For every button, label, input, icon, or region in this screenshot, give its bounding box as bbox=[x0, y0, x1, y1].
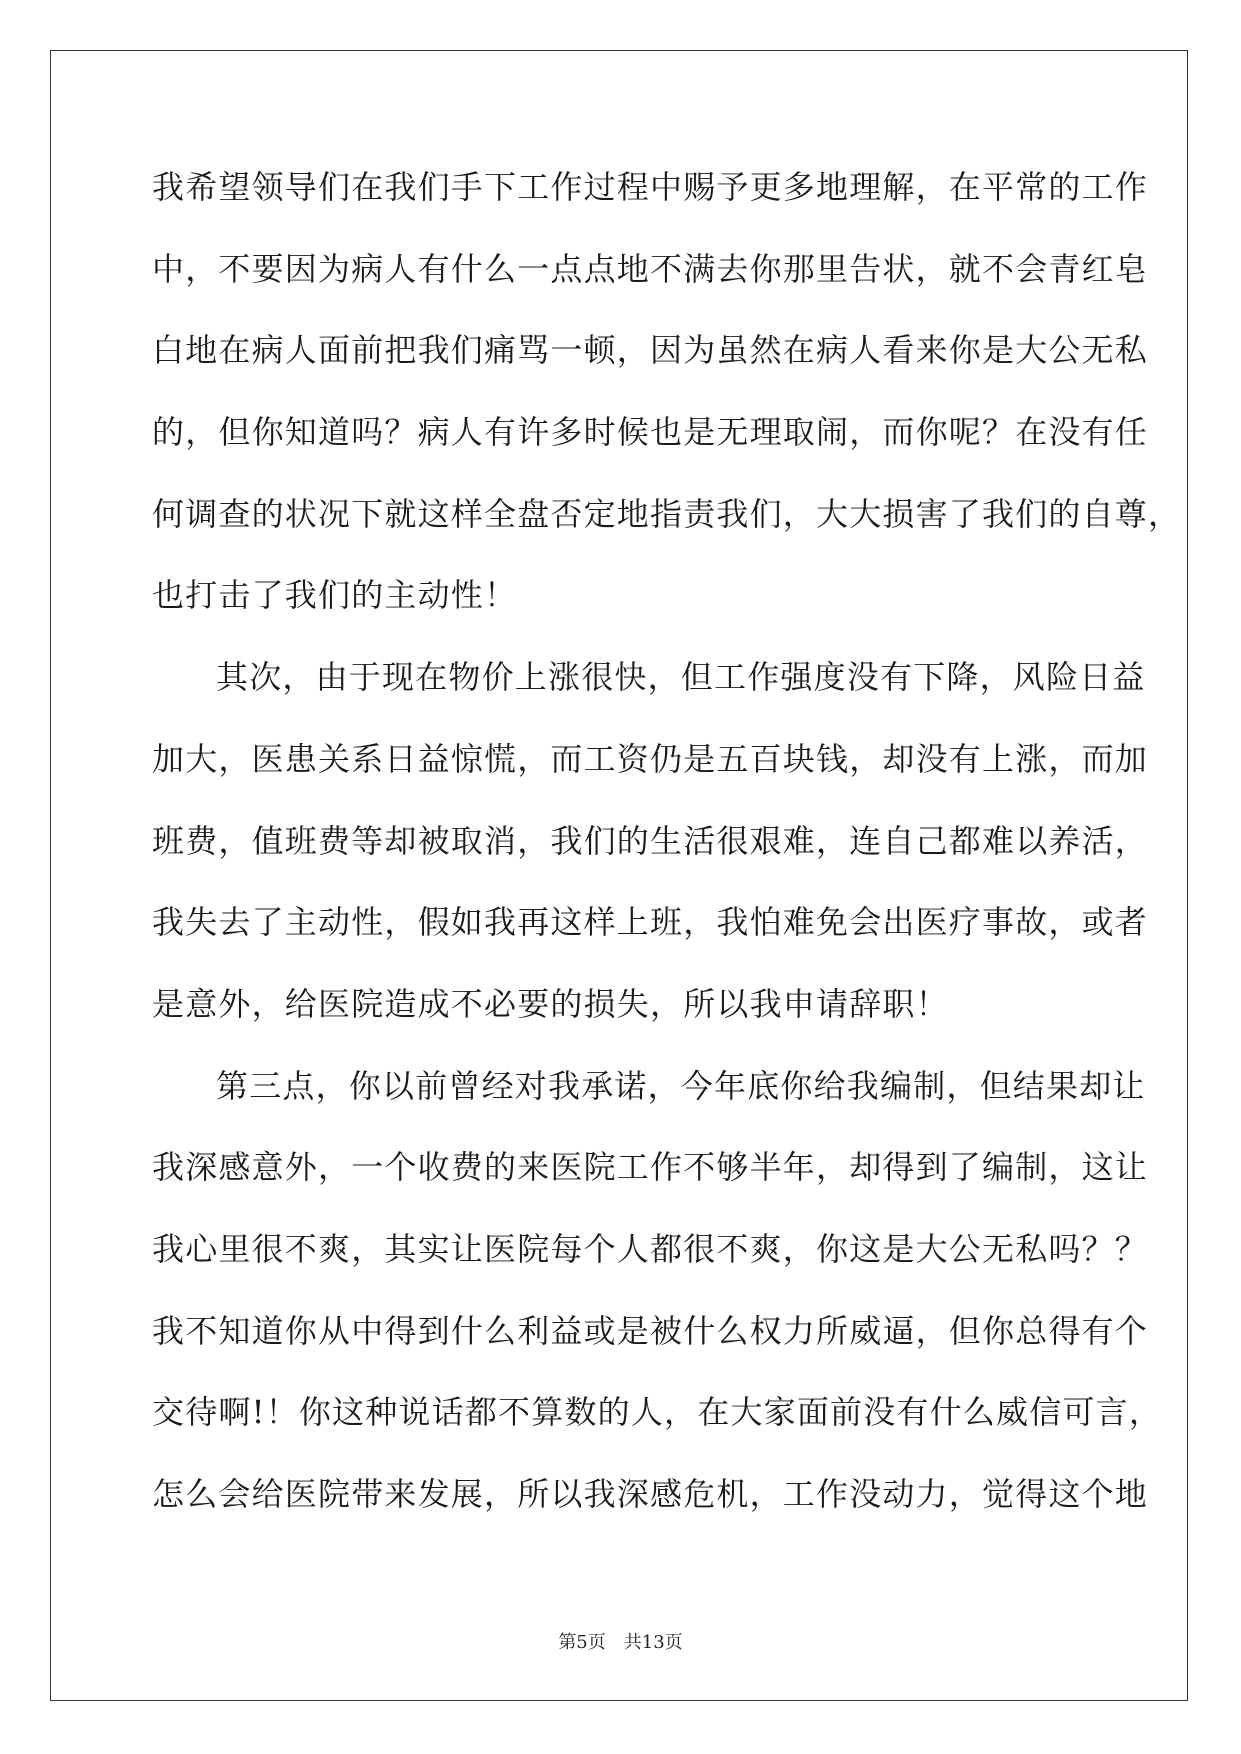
page-footer bbox=[0, 1628, 1241, 1654]
text-line: 我心里很不爽，其实让医院每个人都很不爽，你这是大公无私吗？？ bbox=[152, 1229, 1149, 1268]
text-line: 我失去了主动性，假如我再这样上班，我怕难免会出医疗事故，或者 bbox=[152, 903, 1149, 942]
text-line: 怎么会给医院带来发展，所以我深感危机，工作没动力，觉得这个地 bbox=[152, 1475, 1149, 1513]
text-line: 中，不要因为病人有什么一点点地不满去你那里告状，就不会青红皂 bbox=[152, 249, 1149, 288]
page-total: 共13页 bbox=[623, 1632, 683, 1653]
text-line: 加大，医患关系日益惊慌，而工资仍是五百块钱，却没有上涨，而加 bbox=[152, 739, 1149, 778]
paragraph-start-line: 其次，由于现在物价上涨很快，但工作强度没有下降，风险日益 bbox=[216, 658, 1146, 697]
text-line: 也打击了我们的主动性！ bbox=[152, 576, 518, 615]
paragraph-start-line: 第三点，你以前曾经对我承诺，今年底你给我编制，但结果却让 bbox=[216, 1066, 1146, 1105]
text-line: 何调查的状况下就这样全盘否定地指责我们，大大损害了我们的自尊， bbox=[152, 494, 1182, 533]
text-line: 白地在病人面前把我们痛骂一顿，因为虽然在病人看来你是大公无私 bbox=[152, 331, 1149, 370]
text-line: 班费，值班费等却被取消，我们的生活很艰难，连自己都难以养活， bbox=[152, 821, 1149, 860]
text-line: 我不知道你从中得到什么利益或是被什么权力所威逼，但你总得有个 bbox=[152, 1311, 1149, 1350]
text-line: 我深感意外，一个收费的来医院工作不够半年，却得到了编制，这让 bbox=[152, 1148, 1149, 1187]
text-line: 的，但你知道吗？病人有许多时候也是无理取闹，而你呢？在没有任 bbox=[152, 413, 1149, 452]
page-number: 第5页 bbox=[558, 1632, 606, 1653]
text-line: 我希望领导们在我们手下工作过程中赐予更多地理解，在平常的工作 bbox=[152, 168, 1149, 206]
text-line: 是意外，给医院造成不必要的损失，所以我申请辞职！ bbox=[152, 984, 949, 1023]
document-body bbox=[152, 160, 1182, 1549]
text-line: 交待啊!！你这种说话都不算数的人，在大家面前没有什么威信可言， bbox=[152, 1393, 1163, 1432]
